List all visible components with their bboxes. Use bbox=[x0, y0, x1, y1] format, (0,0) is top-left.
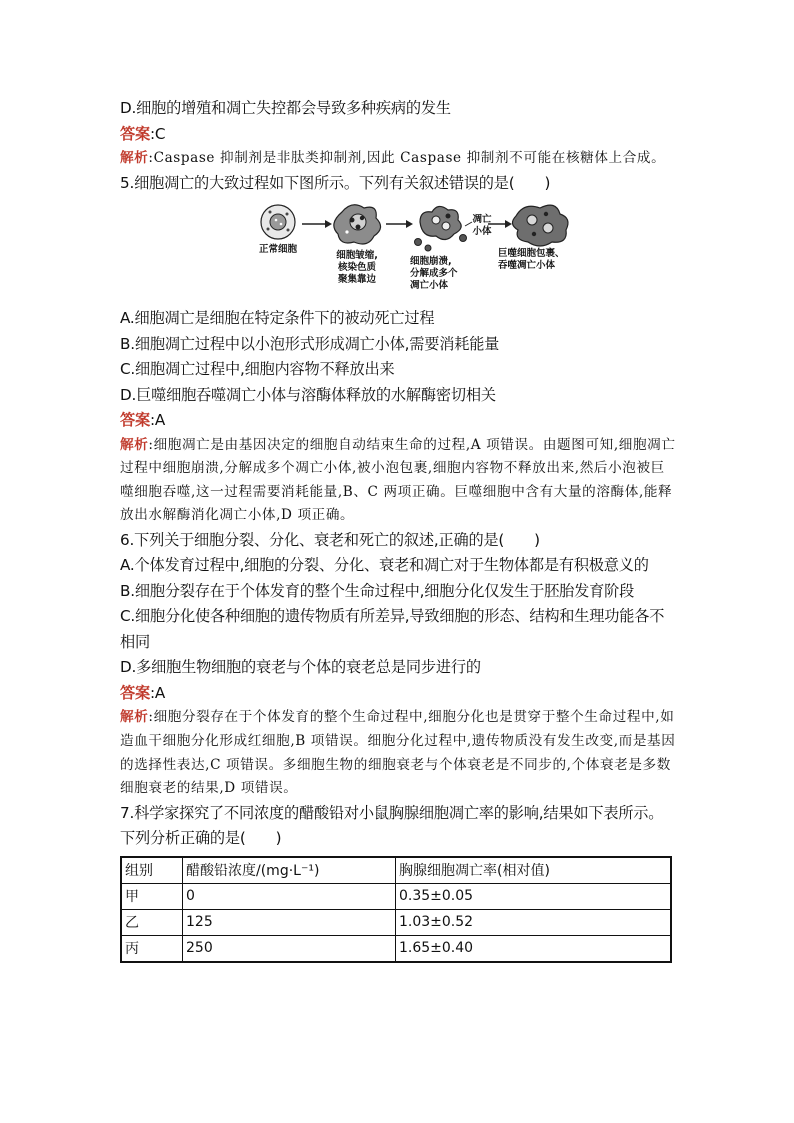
table-cell: 1.03±0.52 bbox=[396, 909, 672, 935]
normal-cell-icon bbox=[261, 205, 295, 239]
explanation-label: 解析 bbox=[120, 436, 149, 453]
table-cell: 0 bbox=[183, 883, 396, 909]
table-row bbox=[121, 883, 671, 909]
explanation-text: :Caspase 抑制剂是非肽类抑制剂,因此 Caspase 抑制剂不可能在核糖体上合成。 bbox=[148, 150, 666, 166]
answer-value: :C bbox=[149, 124, 166, 143]
shrinking-cell-icon bbox=[334, 205, 381, 244]
table-row bbox=[121, 935, 671, 962]
answer-value: :A bbox=[149, 411, 166, 430]
table-header-cell: 组别 bbox=[121, 857, 183, 884]
caption-body-line2: 小体 bbox=[472, 226, 492, 238]
table-cell: 1.65±0.40 bbox=[396, 935, 672, 962]
apoptosis-figure bbox=[120, 200, 676, 304]
answer-label: 答案 bbox=[120, 683, 150, 702]
caption-apoptotic-body bbox=[468, 214, 496, 238]
apoptosis-diagram bbox=[120, 200, 676, 304]
caption-collapse bbox=[410, 256, 480, 292]
answer-value: :A bbox=[149, 683, 166, 702]
q5-option-b: B.细胞凋亡过程中以小泡形式形成凋亡小体,需要消耗能量 bbox=[120, 334, 500, 353]
table-header-cell: 醋酸铅浓度/(mg·L⁻¹) bbox=[183, 857, 396, 884]
q4-explanation bbox=[120, 147, 676, 171]
table-cell: 0.35±0.05 bbox=[396, 883, 672, 909]
macrophage-icon bbox=[512, 205, 568, 246]
q6-answer bbox=[120, 681, 676, 707]
q4-option-d: D.细胞的增殖和凋亡失控都会导致多种疾病的发生 bbox=[120, 99, 451, 117]
q4-answer bbox=[120, 122, 676, 148]
q5-stem: 5.细胞凋亡的大致过程如下图所示。下列有关叙述错误的是( ) bbox=[120, 173, 551, 192]
collapsing-cell-icon bbox=[415, 207, 467, 252]
lead-acetate-table bbox=[120, 856, 672, 963]
caption-macrophage bbox=[498, 248, 578, 272]
caption-macro-line1: 巨噬细胞包裹、 bbox=[498, 248, 565, 260]
q6-stem: 6.下列关于细胞分裂、分化、衰老和死亡的叙述,正确的是( ) bbox=[120, 530, 540, 549]
caption-shrink bbox=[322, 250, 392, 286]
table-cell: 250 bbox=[183, 935, 396, 962]
table-header-cell: 胸腺细胞凋亡率(相对值) bbox=[396, 857, 672, 884]
table-cell: 乙 bbox=[121, 909, 183, 935]
answer-label: 答案 bbox=[120, 411, 150, 430]
caption-collapse-line2: 分解成多个 bbox=[410, 268, 458, 280]
caption-shrink-line3: 聚集靠边 bbox=[337, 274, 376, 286]
q5-explanation bbox=[120, 434, 676, 528]
table-cell: 丙 bbox=[121, 935, 183, 962]
q6-option-c: C.细胞分化使各种细胞的遗传物质有所差异,导致细胞的形态、结构和生理功能各不相同 bbox=[120, 607, 665, 651]
explanation-label: 解析 bbox=[120, 709, 149, 726]
answer-label: 答案 bbox=[120, 124, 150, 143]
q6-option-a: A.个体发育过程中,细胞的分裂、分化、衰老和凋亡对于生物体都是有积极意义的 bbox=[120, 556, 649, 575]
caption-collapse-line1: 细胞崩溃, bbox=[410, 256, 452, 268]
table-row bbox=[121, 909, 671, 935]
caption-normal-cell: 正常细胞 bbox=[258, 244, 297, 256]
q6-explanation bbox=[120, 706, 676, 800]
caption-shrink-line2: 核染色质 bbox=[337, 262, 376, 274]
q6-option-b: B.细胞分裂存在于个体发育的整个生命过程中,细胞分化仅发生于胚胎发育阶段 bbox=[120, 581, 635, 600]
q5-option-d: D.巨噬细胞吞噬凋亡小体与溶酶体释放的水解酶密切相关 bbox=[120, 385, 496, 404]
caption-collapse-line3: 凋亡小体 bbox=[410, 280, 449, 292]
explanation-text: :细胞分裂存在于个体发育的整个生命过程中,细胞分化也是贯穿于整个生命过程中,如造血干细胞分化形成红细胞,B 项错误。细胞分化过程中,遗传物质没有发生改变,而是基因的选择性表达,C 项错误。多细胞生物的细胞衰老与个体衰老是不同步的,个体衰老是多数细胞衰老的结果,D 项错误。 bbox=[120, 709, 676, 797]
q6-option-d: D.多细胞生物细胞的衰老与个体的衰老总是同步进行的 bbox=[120, 658, 481, 677]
explanation-text: :细胞凋亡是由基因决定的细胞自动结束生命的过程,A 项错误。由题图可知,细胞凋亡过程中细胞崩溃,分解成多个凋亡小体,被小泡包裹,细胞内容物不释放出来,然后小泡被巨噬细胞吞噬,这一过程需要消耗能量,B、C 两项正确。巨噬细胞中含有大量的溶酶体,能释放出水解酶消化凋亡小体,D 项正确。 bbox=[120, 436, 676, 524]
arrow-icon-1 bbox=[302, 220, 332, 228]
explanation-label: 解析 bbox=[120, 150, 149, 166]
q5-option-c: C.细胞凋亡过程中,细胞内容物不释放出来 bbox=[120, 360, 395, 379]
table-header-row bbox=[121, 857, 671, 884]
caption-macro-line2: 吞噬凋亡小体 bbox=[498, 260, 556, 272]
table-cell: 125 bbox=[183, 909, 396, 935]
caption-shrink-line1: 细胞皱缩, bbox=[336, 250, 378, 262]
caption-body-line1: 凋亡 bbox=[472, 214, 492, 226]
q5-answer bbox=[120, 408, 676, 434]
q5-option-a: A.细胞凋亡是细胞在特定条件下的被动死亡过程 bbox=[120, 309, 435, 328]
table-cell: 甲 bbox=[121, 883, 183, 909]
document-page bbox=[120, 96, 676, 963]
q7-stem: 7.科学家探究了不同浓度的醋酸铅对小鼠胸腺细胞凋亡率的影响,结果如下表所示。下列分析正确的是( ) bbox=[120, 803, 664, 848]
arrow-icon-2 bbox=[386, 220, 413, 228]
